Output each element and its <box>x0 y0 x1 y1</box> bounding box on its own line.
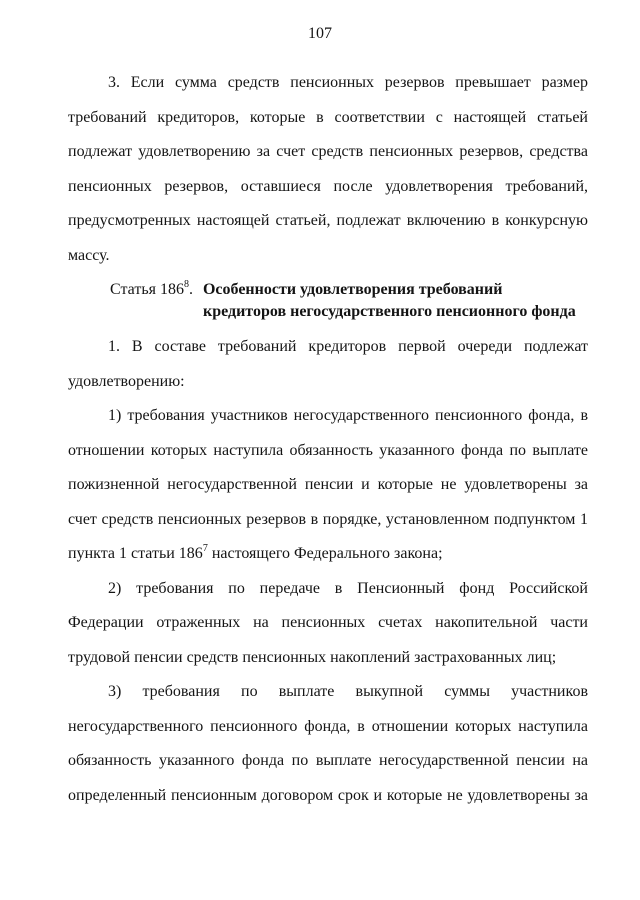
text-line: счет средств пенсионных резервов в порядке, установленном подпунктом 1 <box>68 510 588 528</box>
article-number <box>110 279 193 301</box>
text-line: 1. В составе требований кредиторов первой очереди подлежат <box>108 338 588 355</box>
paragraph <box>68 66 588 273</box>
text-line <box>68 537 588 572</box>
article-number-text: Статья 186 <box>110 281 184 298</box>
paragraph <box>68 399 588 572</box>
text-line: требований кредиторов, которые в соответствии с настоящей статьей <box>68 108 588 126</box>
article-heading <box>110 279 588 322</box>
paragraph <box>68 572 588 676</box>
text-segment: настоящего Федерального закона; <box>207 545 443 562</box>
article-title <box>203 279 576 322</box>
superscript: 8 <box>183 279 189 290</box>
text-line: массу. <box>68 246 110 264</box>
text-line: негосударственного пенсионного фонда, в отношении которых наступила <box>68 717 588 735</box>
text-segment: пункта 1 статьи 186 <box>68 545 203 562</box>
article-title-line: кредиторов негосударственного пенсионного фонда <box>202 302 576 320</box>
paragraph <box>68 330 588 399</box>
text-line: удовлетворению: <box>68 372 185 390</box>
text-line: 3. Если сумма средств пенсионных резервов превышает размер <box>108 74 588 91</box>
text-line: определенный пенсионным договором срок и которые не удовлетворены за <box>68 786 588 804</box>
text-line: пенсионных резервов, оставшиеся после удовлетворения требований, <box>68 177 588 195</box>
article-number-punct: . <box>188 281 193 298</box>
text-line: 3) требования по выплате выкупной суммы участников <box>108 683 588 700</box>
text-line: обязанность указанного фонда по выплате негосударственной пенсии на <box>68 752 588 769</box>
text-line: Федерации отраженных на пенсионных счетах накопительной части <box>68 614 588 631</box>
text-line: предусмотренных настоящей статьей, подлежат включению в конкурсную <box>68 212 588 229</box>
paragraph <box>68 675 588 813</box>
text-line: 1) требования участников негосударственного пенсионного фонда, в <box>108 407 588 424</box>
article-title-line: Особенности удовлетворения требований <box>202 281 503 298</box>
text-line: пожизненной негосударственной пенсии и которые не удовлетворены за <box>68 476 588 493</box>
text-line: отношении которых наступила обязанность указанного фонда по выплате <box>68 441 588 459</box>
text-line: 2) требования по передаче в Пенсионный фонд Российской <box>108 579 588 597</box>
superscript: 7 <box>202 543 208 554</box>
document-content <box>68 66 588 813</box>
page-number: 107 <box>308 25 332 42</box>
text-line: трудовой пенсии средств пенсионных накоплений застрахованных лиц; <box>68 648 557 666</box>
text-line: подлежат удовлетворению за счет средств пенсионных резервов, средства <box>68 143 588 160</box>
